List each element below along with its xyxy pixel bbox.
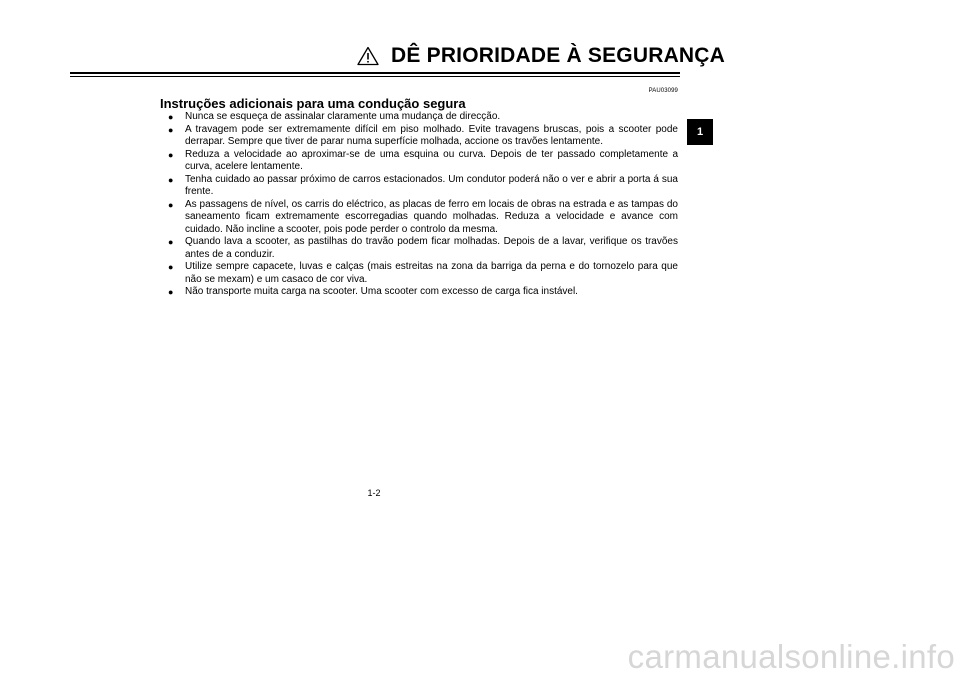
list-item-text: Utilize sempre capacete, luvas e calças (mais estreitas na zona da barriga da perna e do tornozelo para que não se mexam) e um casaco de cor viva. <box>185 261 678 285</box>
list-item <box>168 149 678 174</box>
bullet-icon: ● <box>168 199 174 210</box>
list-item-text: Quando lava a scooter, as pastilhas do travão podem ficar molhadas. Depois de a lavar, verifique os travões antes de a conduzir. <box>185 236 678 260</box>
safety-tips-list <box>168 111 678 299</box>
header-title-group <box>357 44 725 68</box>
list-item <box>168 111 678 124</box>
page-header <box>0 44 726 68</box>
bullet-icon: ● <box>168 174 174 185</box>
list-item-text: Nunca se esqueça de assinalar claramente uma mudança de direcção. <box>185 111 501 122</box>
list-item-text: As passagens de nível, os carris do eléctrico, as placas de ferro em locais de obras na estrada e as tampas do saneamento ficam extremamente escorregadias quando molhadas. Reduza a velocidade e avance com cuidado. Não incline a scooter, pois pode perder o controlo da mesma. <box>185 198 678 235</box>
list-item-text: A travagem pode ser extremamente difícil em piso molhado. Evite travagens bruscas, pois a scooter pode derrapar. Sempre que tiver de parar numa superfície molhada, accione os travões lentamente. <box>185 123 678 147</box>
bullet-icon: ● <box>168 237 174 247</box>
bullet-icon: ● <box>168 124 174 135</box>
chapter-tab: 1 <box>687 119 713 145</box>
section-content <box>168 111 678 299</box>
page-title: DÊ PRIORIDADE À SEGURANÇA <box>391 44 726 67</box>
bullet-icon: ● <box>168 287 174 297</box>
watermark-text: carmanualsonline.info <box>627 638 955 675</box>
bullet-icon: ● <box>168 149 174 160</box>
section-heading: Instruções adicionais para uma condução segura <box>160 96 466 111</box>
list-item <box>168 261 678 286</box>
header-rule-thick <box>70 72 680 74</box>
list-item-text: Tenha cuidado ao passar próximo de carros estacionados. Um condutor poderá não o ver e abrir a porta á sua frente. <box>185 173 678 197</box>
list-item-text: Reduza a velocidade ao aproximar-se de uma esquina ou curva. Depois de ter passado completamente a curva, acelere lentamente. <box>185 148 678 172</box>
list-item <box>168 199 678 237</box>
list-item <box>168 174 678 199</box>
list-item-text: Não transporte muita carga na scooter. Uma scooter com excesso de carga fica instável. <box>185 286 578 297</box>
bullet-icon: ● <box>168 112 174 122</box>
list-item <box>168 286 678 299</box>
page-number: 1-2 <box>367 488 381 498</box>
bullet-icon: ● <box>168 262 174 272</box>
reference-code: PAU03099 <box>648 88 678 94</box>
list-item <box>168 236 678 261</box>
list-item <box>168 124 678 149</box>
header-rule-thin <box>70 76 680 77</box>
warning-triangle-icon <box>357 46 379 66</box>
